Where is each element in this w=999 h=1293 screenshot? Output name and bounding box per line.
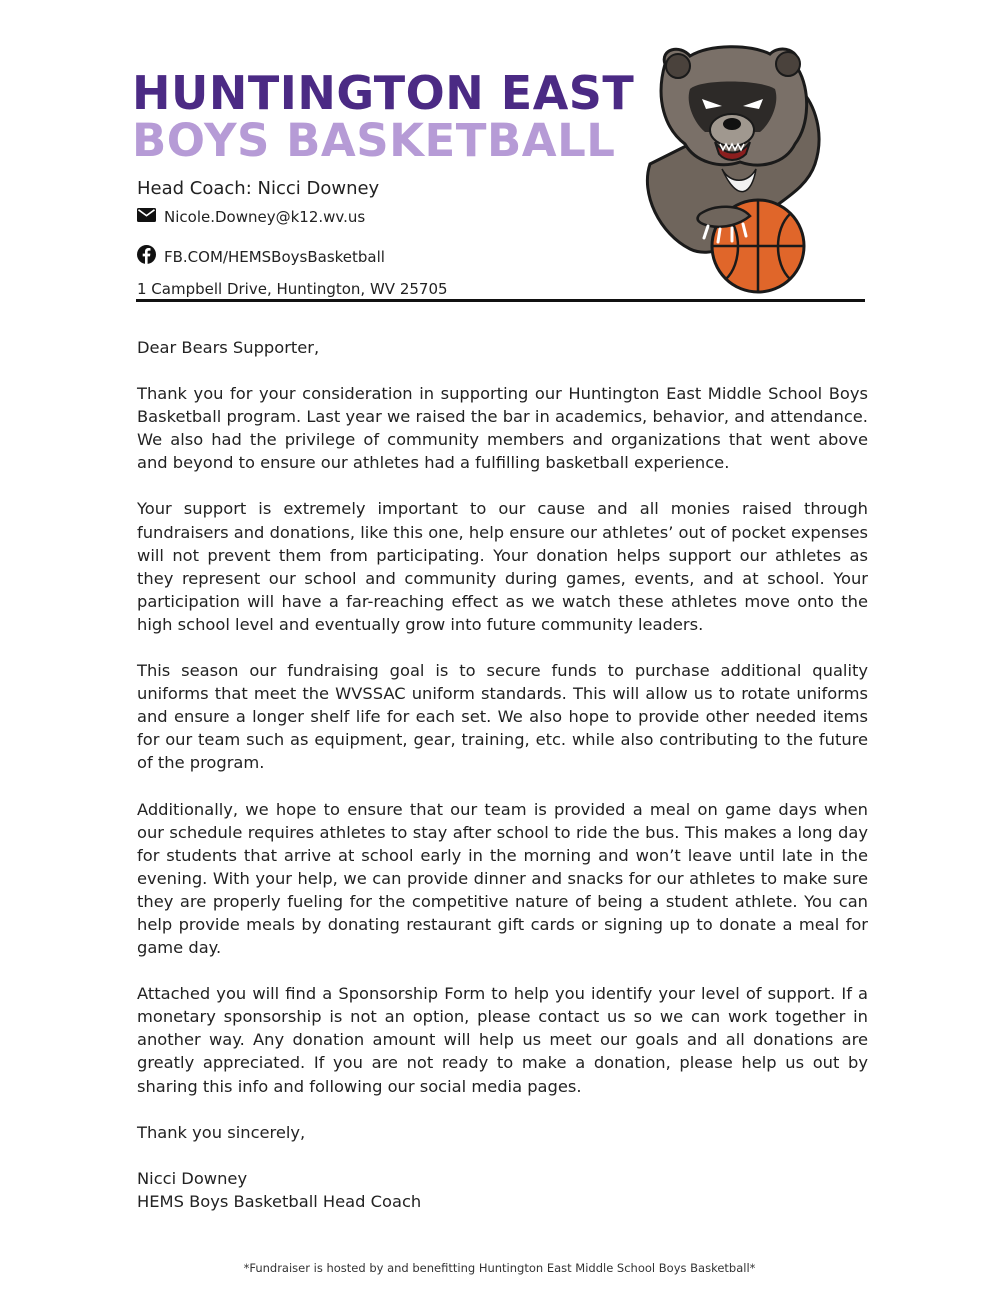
header-divider bbox=[136, 299, 865, 302]
facebook-link[interactable]: FB.COM/HEMSBoysBasketball bbox=[164, 247, 385, 266]
title-line-2: BOYS BASKETBALL bbox=[132, 114, 616, 167]
facebook-row bbox=[137, 245, 385, 268]
signature-name: Nicci Downey bbox=[137, 1168, 248, 1188]
address: 1 Campbell Drive, Huntington, WV 25705 bbox=[137, 280, 448, 298]
signature-title: HEMS Boys Basketball Head Coach bbox=[137, 1191, 422, 1211]
paragraph-1: Thank you for your consideration in supporting our Huntington East Middle School Boys Basketball program. Last year we raised the bar in academics, behavior, and attendance. We also had the privilege of community members and organizations that went above and beyond to ensure our athletes had a fulfilling basketball experience. bbox=[137, 384, 868, 473]
email-row bbox=[137, 208, 365, 226]
greeting: Dear Bears Supporter, bbox=[137, 338, 320, 357]
bear-mascot-logo bbox=[630, 44, 825, 299]
envelope-icon bbox=[137, 208, 156, 226]
paragraph-5: Attached you will find a Sponsorship Form to help you identify your level of support. If a monetary sponsorship is not an option, please contact us so we can work together in another way. Any donation amount will help us meet our goals and all donations are greatly appreciated. If you are not ready to make a donation, please help us out by sharing this info and following our social media pages. bbox=[137, 984, 868, 1096]
paragraph-4: Additionally, we hope to ensure that our team is provided a meal on game days when our schedule requires athletes to stay after school to ride the bus. This makes a long day for students that arrive at school early in the morning and won’t leave until late in the evening. With your help, we can provide dinner and snacks for our athletes to make sure they are properly fueling for the competitive nature of being a student athlete. You can help provide meals by donating restaurant gift cards or signing up to donate a meal for game day. bbox=[137, 799, 868, 958]
letter-body bbox=[137, 336, 868, 1213]
facebook-icon bbox=[137, 245, 156, 268]
title-line-1: HUNTINGTON EAST bbox=[132, 66, 635, 120]
closing: Thank you sincerely, bbox=[137, 1122, 306, 1142]
footer-note: *Fundraiser is hosted by and benefitting Huntington East Middle School Boys Basketball* bbox=[243, 1261, 756, 1275]
email-link[interactable]: Nicole.Downey@k12.wv.us bbox=[164, 208, 366, 226]
head-coach: Head Coach: Nicci Downey bbox=[137, 178, 380, 199]
paragraph-2: Your support is extremely important to our cause and all monies raised through fundraisers and donations, like this one, help ensure our athletes’ out of pocket expenses will not prevent them from participating. Your donation helps support our athletes as they represent our school and community during games, events, and at school. Your participation will have a far-reaching effect as we watch these athletes move onto the high school level and eventually grow into future community leaders. bbox=[137, 499, 868, 634]
paragraph-3: This season our fundraising goal is to secure funds to purchase additional quality uniforms that meet the WVSSAC uniform standards. This will allow us to rotate uniforms and ensure a longer shelf life for each set. We also hope to provide other needed items for our team such as equipment, gear, training, etc. while also contributing to the future of the program. bbox=[137, 661, 868, 773]
